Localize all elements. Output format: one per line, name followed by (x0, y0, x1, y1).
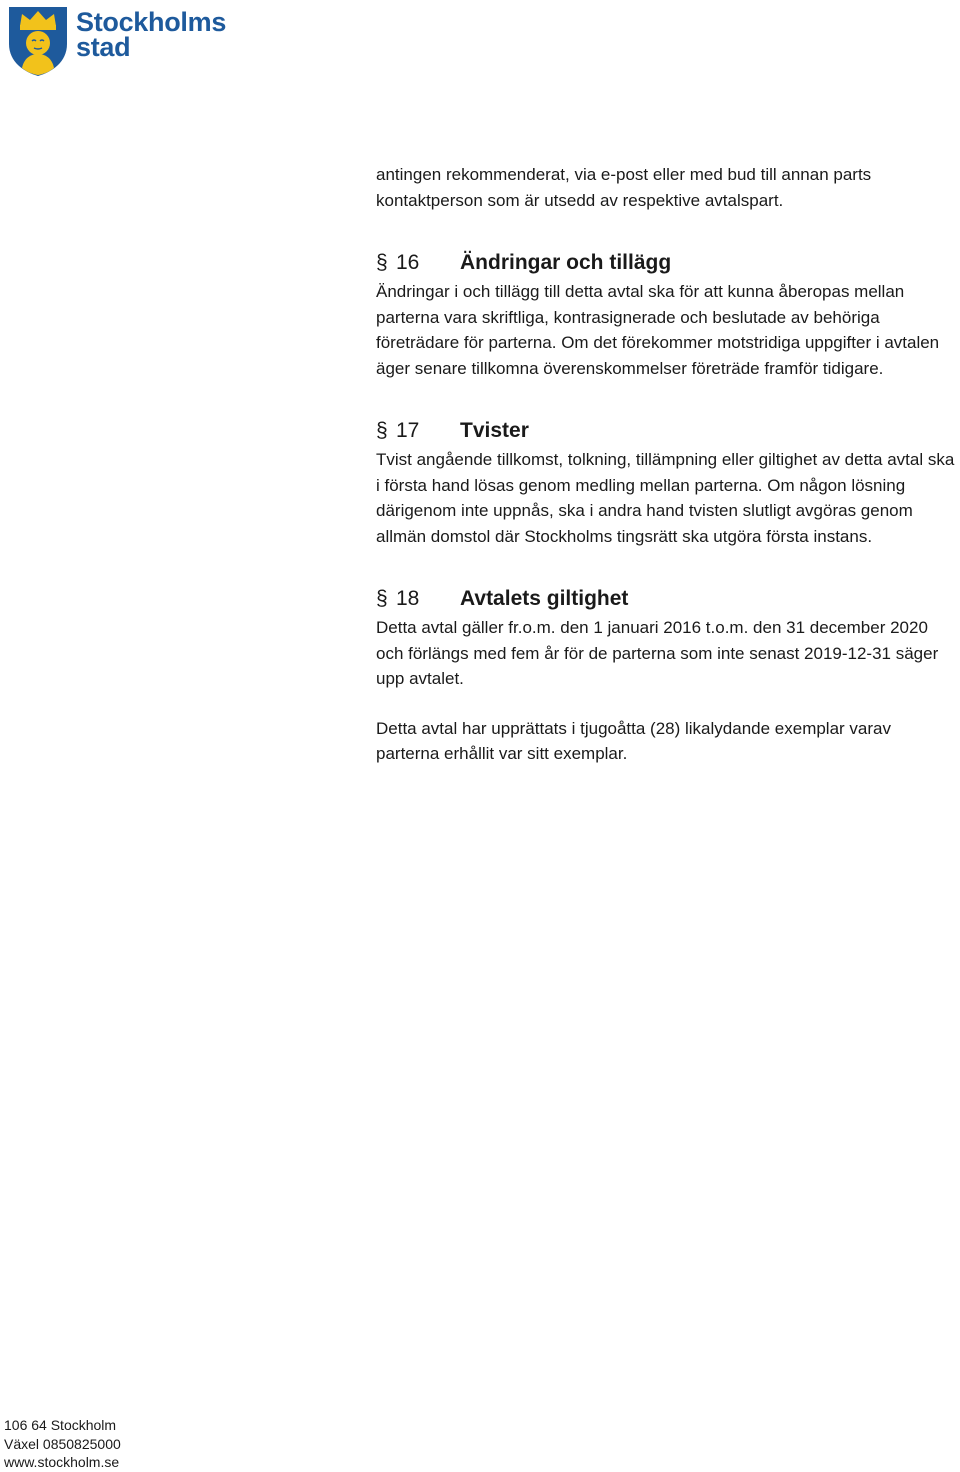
paragraph-sign: § (376, 587, 388, 610)
footer-web: www.stockholm.se (4, 1454, 120, 1470)
section-title: Avtalets giltighet (460, 587, 629, 610)
section-heading (376, 249, 956, 277)
section-paragraph: Tvist angående tillkomst, tolkning, tillämpning eller giltighet av detta avtal ska i första hand lösas genom medling mellan parterna. Om någon lösning därigenom inte uppnås, ska i andra hand tvisten slutligt avgöras genom allmän domstol där Stockholms tingsrätt ska utgöra första instans. (376, 450, 955, 546)
logo-wordmark (76, 7, 227, 62)
section-16 (376, 249, 956, 381)
section-title: Tvister (460, 419, 529, 442)
logo-line-1: Stockholms (76, 7, 227, 37)
section-paragraph: Ändringar i och tillägg till detta avtal ska för att kunna åberopas mellan parterna vara skriftliga, kontrasignerade och beslutade av behöriga företrädare för parterna. Om det förekommer motstridiga uppgifter i avtalen äger senare tillkomna överenskommelser företräde framför tidigare. (376, 282, 940, 378)
paragraph-sign: § (376, 419, 388, 442)
footer-address: 106 64 Stockholm (4, 1417, 117, 1433)
stockholm-crest-icon (6, 4, 70, 78)
section-heading (376, 585, 956, 613)
footer (4, 1416, 121, 1472)
paragraph-sign: § (376, 251, 388, 274)
section-18 (376, 585, 956, 767)
section-number: 17 (396, 419, 420, 442)
document-body (376, 162, 956, 767)
footer-phone: Växel 0850825000 (4, 1435, 121, 1452)
section-paragraph: Detta avtal har upprättats i tjugoåtta (28) likalydande exemplar varav parterna erhållit var sitt exemplar. (376, 718, 891, 763)
section-17 (376, 417, 956, 549)
section-heading (376, 417, 956, 445)
logo-line-2: stad (76, 32, 131, 62)
section-paragraph: Detta avtal gäller fr.o.m. den 1 januari 2016 t.o.m. den 31 december 2020 och förlängs med fem år för de parterna som inte senast 2019-12-31 säger upp avtalet. (376, 618, 939, 688)
logo (6, 4, 226, 78)
section-number: 18 (396, 587, 420, 610)
section-title: Ändringar och tillägg (460, 251, 672, 274)
intro-paragraph: antingen rekommenderat, via e-post eller med bud till annan parts kontaktperson som är utsedd av respektive avtalspart. (376, 165, 872, 210)
section-number: 16 (396, 251, 420, 274)
